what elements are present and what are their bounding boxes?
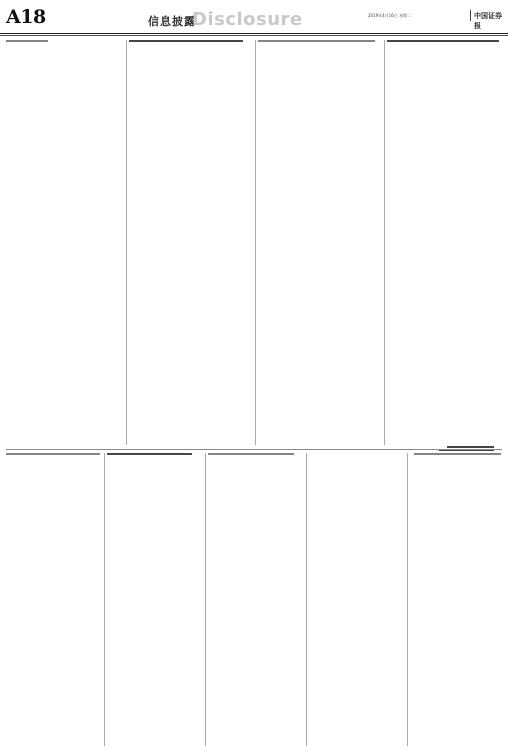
column-divider <box>407 453 408 746</box>
masthead-separator <box>470 10 471 21</box>
paragraph-gap <box>309 453 404 456</box>
column-divider <box>306 453 307 746</box>
section-title-en: Disclosure <box>192 9 303 30</box>
article-column-top-1 <box>6 40 123 445</box>
text-line <box>6 453 100 455</box>
section-title-cn: 信息披露 <box>148 15 196 28</box>
text-line <box>107 453 192 455</box>
column-divider <box>205 453 206 746</box>
article-column-bottom-4 <box>309 453 404 746</box>
column-divider <box>104 453 105 746</box>
column-divider <box>126 40 127 445</box>
article-column-bottom-2 <box>107 453 202 746</box>
section-divider <box>6 449 502 450</box>
column-divider <box>255 40 256 445</box>
article-column-top-3 <box>258 40 381 445</box>
text-line <box>258 40 375 42</box>
masthead <box>0 0 508 33</box>
text-line <box>6 40 48 42</box>
masthead-rule-thin <box>0 35 508 36</box>
article-column-bottom-5 <box>410 453 502 746</box>
article-column-bottom-1 <box>6 453 101 746</box>
column-divider <box>384 40 385 445</box>
text-line <box>387 40 499 42</box>
text-line <box>208 453 294 455</box>
issue-date: 2019年4月16日 星期二 <box>368 13 412 18</box>
masthead-rule <box>0 33 508 34</box>
article-column-top-2 <box>129 40 252 445</box>
article-column-top-4 <box>387 40 502 438</box>
article-column-bottom-3 <box>208 453 303 746</box>
text-line <box>414 453 501 455</box>
text-line <box>129 40 243 42</box>
page-number: A18 <box>6 6 46 28</box>
newspaper-name: 中国证券报 <box>474 11 502 30</box>
